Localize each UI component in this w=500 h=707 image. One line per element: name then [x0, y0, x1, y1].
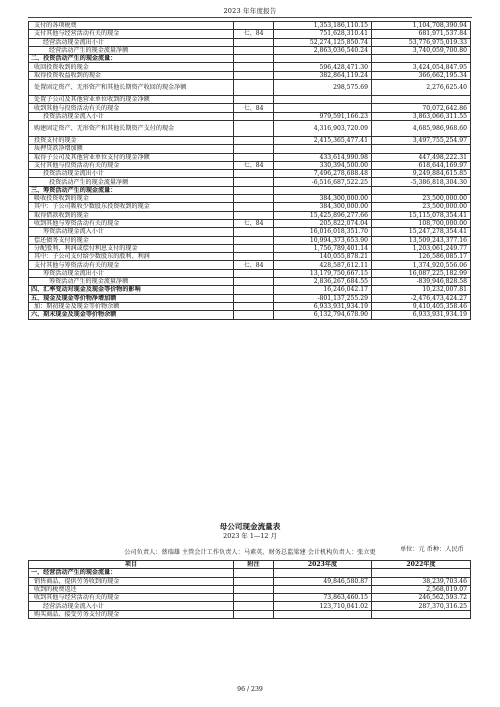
row-value-previous: 6,933,931,934.19 — [372, 311, 471, 319]
row-label: 取得借款收到的现金 — [29, 211, 234, 219]
table-row — [29, 38, 471, 46]
row-value-previous: 3,740,059,700.80 — [372, 46, 471, 54]
row-value-previous: 3,863,066,311.55 — [372, 112, 471, 120]
table-row — [29, 585, 471, 593]
row-label: 经营活动产生的现金流量净额 — [29, 46, 234, 54]
row-label: 质押贷款净增加额 — [29, 145, 234, 153]
row-value-current: 4,316,903,720.09 — [274, 120, 372, 136]
row-note — [234, 80, 274, 96]
table-row — [29, 294, 471, 302]
row-note — [234, 153, 274, 161]
table-row — [29, 178, 471, 186]
row-label: 吸收投资收到的现金 — [29, 195, 234, 203]
table-row — [29, 286, 471, 294]
table-row — [29, 594, 471, 602]
table-row — [29, 96, 471, 104]
row-value-current: 298,575.69 — [274, 80, 372, 96]
row-value-previous: 9,410,405,358.46 — [372, 302, 471, 310]
table-row — [29, 577, 471, 585]
row-note — [234, 269, 274, 277]
table-row — [29, 161, 471, 169]
row-note — [234, 186, 274, 194]
row-value-current: 384,300,000.00 — [274, 203, 372, 211]
row-value-previous — [372, 145, 471, 153]
row-value-current: 123,710,041.02 — [274, 602, 372, 610]
row-value-current: -801,137,255.29 — [274, 294, 372, 302]
row-label: 投资活动现金流出小计 — [29, 170, 234, 178]
table-row — [29, 104, 471, 112]
row-value-previous: 1,104,708,390.94 — [372, 22, 471, 30]
row-label: 收到其他与投资活动有关的现金 — [29, 104, 234, 112]
table-row — [29, 55, 471, 63]
row-value-previous: 38,239,703.46 — [372, 577, 471, 585]
row-value-previous: 23,500,000.00 — [372, 203, 471, 211]
row-value-previous: 9,249,884,615.85 — [372, 170, 471, 178]
row-label: 二、投资活动产生的现金流量： — [29, 55, 234, 63]
row-value-current: 382,864,119.24 — [274, 71, 372, 79]
row-note — [234, 195, 274, 203]
table-row — [29, 145, 471, 153]
row-value-previous: 366,662,195.34 — [372, 71, 471, 79]
row-label: 经营活动现金流入小计 — [29, 602, 234, 610]
table-row — [29, 153, 471, 161]
row-value-previous: 15,115,078,354.41 — [372, 211, 471, 219]
table-row — [29, 253, 471, 261]
column-header-2023: 2023年度 — [274, 561, 372, 569]
row-value-previous: -5,386,818,304.30 — [372, 178, 471, 186]
row-value-current: 433,614,990.98 — [274, 153, 372, 161]
table-row — [29, 30, 471, 38]
table-row — [29, 302, 471, 310]
row-note — [234, 46, 274, 54]
row-label: 六、期末现金及现金等价物余额 — [29, 311, 234, 319]
row-label: 加：期初现金及现金等价物余额 — [29, 302, 234, 310]
row-note — [234, 145, 274, 153]
row-value-previous: 16,087,225,182.99 — [372, 269, 471, 277]
row-note — [234, 294, 274, 302]
row-value-current: 49,846,580.87 — [274, 577, 372, 585]
row-value-current — [274, 145, 372, 153]
row-value-current: 10,994,373,653.90 — [274, 236, 372, 244]
row-note — [234, 63, 274, 71]
row-value-current: 13,179,750,667.15 — [274, 269, 372, 277]
row-value-previous: 3,424,054,847.95 — [372, 63, 471, 71]
row-value-previous: 23,500,000.00 — [372, 195, 471, 203]
table-row — [29, 211, 471, 219]
table-row — [29, 46, 471, 54]
table-row — [29, 80, 471, 96]
row-value-current: 2,415,365,477.41 — [274, 136, 372, 144]
row-value-previous — [372, 610, 471, 618]
row-label: 收回投资收到的现金 — [29, 63, 234, 71]
table-header-row — [29, 561, 471, 569]
row-value-current: 7,496,278,688.48 — [274, 170, 372, 178]
row-value-current: 751,628,310.41 — [274, 30, 372, 38]
row-value-previous: 3,497,755,254.97 — [372, 136, 471, 144]
table-row — [29, 136, 471, 144]
row-value-current — [274, 610, 372, 618]
row-note — [234, 38, 274, 46]
row-label: 投资活动现金流入小计 — [29, 112, 234, 120]
row-note — [234, 278, 274, 286]
table-row — [29, 71, 471, 79]
row-value-current — [274, 585, 372, 593]
row-note — [234, 286, 274, 294]
row-label: 投资活动产生的现金流量净额 — [29, 178, 234, 186]
row-note: 七、84 — [234, 30, 274, 38]
row-label: 支付其他与筹资活动有关的现金 — [29, 261, 234, 269]
row-note — [234, 594, 274, 602]
row-note — [234, 96, 274, 104]
row-value-current: 2,863,036,540.24 — [274, 46, 372, 54]
row-value-previous: 246,562,593.72 — [372, 594, 471, 602]
row-note — [234, 178, 274, 186]
row-label: 投资支付的现金 — [29, 136, 234, 144]
row-note — [234, 302, 274, 310]
row-value-previous — [372, 55, 471, 63]
row-value-previous: 13,509,243,377.16 — [372, 236, 471, 244]
row-value-current: 596,428,471.30 — [274, 63, 372, 71]
row-value-previous: 1,374,920,556.06 — [372, 261, 471, 269]
row-label: 购建固定资产、无形资产和其他长期资产支付的现金 — [29, 120, 234, 136]
row-value-previous: -839,946,828.58 — [372, 278, 471, 286]
row-note — [234, 228, 274, 236]
row-note — [234, 602, 274, 610]
row-value-current — [274, 96, 372, 104]
table-row — [29, 269, 471, 277]
table-row — [29, 610, 471, 618]
row-value-previous: 4,685,986,968.60 — [372, 120, 471, 136]
row-value-previous: 53,776,975,019.33 — [372, 38, 471, 46]
row-note: 七、84 — [234, 261, 274, 269]
row-value-current: 6,132,794,678.90 — [274, 311, 372, 319]
table-row — [29, 22, 471, 30]
row-label: 四、汇率变动对现金及现金等价物的影响 — [29, 286, 234, 294]
column-header-item: 项目 — [29, 561, 234, 569]
row-note — [234, 585, 274, 593]
row-label: 购买商品、接受劳务支付的现金 — [29, 610, 234, 618]
column-header-note: 附注 — [234, 561, 274, 569]
row-note: 七、84 — [234, 161, 274, 169]
row-value-previous: -2,476,473,424.27 — [372, 294, 471, 302]
row-value-previous: 10,232,007.81 — [372, 286, 471, 294]
row-value-current: 15,425,896,277.66 — [274, 211, 372, 219]
row-note — [234, 120, 274, 136]
table-row — [29, 261, 471, 269]
row-value-previous — [372, 569, 471, 577]
row-note — [234, 203, 274, 211]
page-header-title: 2023 年年度报告 — [223, 7, 277, 15]
row-value-current: 52,274,125,850.74 — [274, 38, 372, 46]
row-value-current: 979,591,166.23 — [274, 112, 372, 120]
row-label: 三、筹资活动产生的现金流量： — [29, 186, 234, 194]
row-note — [234, 569, 274, 577]
row-note — [234, 236, 274, 244]
row-value-previous: 108,700,000.00 — [372, 219, 471, 227]
column-header-2022: 2022年度 — [372, 561, 471, 569]
signature-line: 公司负责人：蔡瑞雄 主管会计工作负责人：马素英、财务总监梁建 会计机构负责人：张立更 — [124, 549, 376, 556]
table-row — [29, 112, 471, 120]
row-label: 销售商品、提供劳务收到的现金 — [29, 577, 234, 585]
page-number: 96 / 239 — [237, 686, 263, 693]
parent-cash-flow-table — [28, 560, 471, 619]
table-row — [29, 63, 471, 71]
row-label: 取得子公司及其他营业单位支付的现金净额 — [29, 153, 234, 161]
row-label: 处置固定资产、无形资产和其他长期资产收回的现金净额 — [29, 80, 234, 96]
row-value-current: 6,933,931,934.19 — [274, 302, 372, 310]
row-note — [234, 577, 274, 585]
table-row — [29, 219, 471, 227]
parent-table-unit: 单位：元 币种：人民币 — [400, 546, 464, 553]
row-value-previous: 2,276,625.40 — [372, 80, 471, 96]
row-value-current: 140,055,878.21 — [274, 253, 372, 261]
row-value-current — [274, 104, 372, 112]
row-value-previous: 2,568,019.07 — [372, 585, 471, 593]
table-row — [29, 569, 471, 577]
row-value-current: 16,246,042.17 — [274, 286, 372, 294]
row-note — [234, 55, 274, 63]
row-label: 处置子公司及其他营业单位收到的现金净额 — [29, 96, 234, 104]
table-row — [29, 228, 471, 236]
row-value-previous: 126,586,085.17 — [372, 253, 471, 261]
table-row — [29, 602, 471, 610]
row-note — [234, 244, 274, 252]
table-row — [29, 244, 471, 252]
table-row — [29, 170, 471, 178]
row-value-current — [274, 569, 372, 577]
row-value-current: 384,300,000.00 — [274, 195, 372, 203]
row-label: 筹资活动现金流入小计 — [29, 228, 234, 236]
row-label: 支付的各项税费 — [29, 22, 234, 30]
row-label: 偿还债务支付的现金 — [29, 236, 234, 244]
table-row — [29, 120, 471, 136]
table-row — [29, 311, 471, 319]
row-value-previous: 618,644,169.97 — [372, 161, 471, 169]
row-value-current — [274, 186, 372, 194]
row-note: 七、84 — [234, 219, 274, 227]
row-label: 一、经营活动产生的现金流量： — [29, 569, 234, 577]
row-label: 收到其他与经营活动有关的现金 — [29, 594, 234, 602]
row-value-previous: 70,072,642.86 — [372, 104, 471, 112]
row-note: 七、84 — [234, 104, 274, 112]
header-divider — [28, 17, 472, 18]
row-label: 收到其他与筹资活动有关的现金 — [29, 219, 234, 227]
row-note — [234, 22, 274, 30]
cash-flow-table — [28, 21, 471, 320]
row-value-previous — [372, 186, 471, 194]
row-value-previous: 15,247,278,354.41 — [372, 228, 471, 236]
row-label: 五、现金及现金等价物净增加额 — [29, 294, 234, 302]
table-row — [29, 278, 471, 286]
row-note — [234, 311, 274, 319]
row-label: 收到的税费返还 — [29, 585, 234, 593]
row-value-current: 330,394,500.00 — [274, 161, 372, 169]
row-value-previous: 1,203,061,249.77 — [372, 244, 471, 252]
row-note — [234, 136, 274, 144]
row-value-current: 16,016,018,351.70 — [274, 228, 372, 236]
row-value-current: 428,587,612.11 — [274, 261, 372, 269]
row-label: 经营活动现金流出小计 — [29, 38, 234, 46]
row-note — [234, 211, 274, 219]
row-label: 其中：子公司支付给少数股东的股利、利润 — [29, 253, 234, 261]
row-value-previous: 681,971,537.84 — [372, 30, 471, 38]
row-value-previous: 287,370,316.25 — [372, 602, 471, 610]
row-note — [234, 253, 274, 261]
parent-table-title: 母公司现金流量表 — [219, 522, 281, 531]
row-note — [234, 170, 274, 178]
row-note — [234, 71, 274, 79]
parent-table-period: 2023 年 1—12 月 — [223, 532, 277, 540]
row-value-current: 1,756,789,401.14 — [274, 244, 372, 252]
row-value-current: 205,822,074.04 — [274, 219, 372, 227]
row-label: 筹资活动现金流出小计 — [29, 269, 234, 277]
row-label: 其中：子公司吸收少数股东投资收到的现金 — [29, 203, 234, 211]
row-value-current: 2,836,267,684.55 — [274, 278, 372, 286]
row-value-current: 73,863,460.15 — [274, 594, 372, 602]
row-value-current: -6,516,687,522.25 — [274, 178, 372, 186]
row-note — [234, 610, 274, 618]
row-value-previous — [372, 96, 471, 104]
table-row — [29, 195, 471, 203]
row-label: 支付其他与经营活动有关的现金 — [29, 30, 234, 38]
row-note — [234, 112, 274, 120]
table-row — [29, 236, 471, 244]
table-row — [29, 186, 471, 194]
row-label: 取得投资收益收到的现金 — [29, 71, 234, 79]
table-row — [29, 203, 471, 211]
row-label: 筹资活动产生的现金流量净额 — [29, 278, 234, 286]
row-label: 分配股利、利润或偿付利息支付的现金 — [29, 244, 234, 252]
row-value-current — [274, 55, 372, 63]
row-value-previous: 447,498,222.31 — [372, 153, 471, 161]
row-value-current: 1,353,186,110.15 — [274, 22, 372, 30]
row-label: 支付其他与投资活动有关的现金 — [29, 161, 234, 169]
